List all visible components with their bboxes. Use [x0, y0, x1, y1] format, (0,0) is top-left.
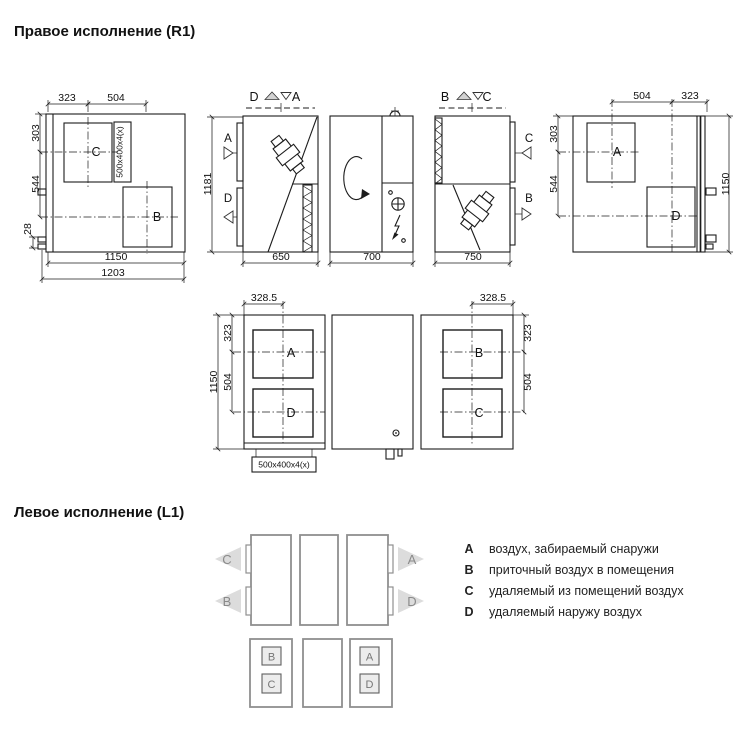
airflow-legend: [464, 542, 684, 619]
right-version-title: Правое исполнение (R1): [14, 23, 196, 40]
lifting-eye-icon: [390, 107, 400, 116]
port-label-b: B: [525, 193, 533, 205]
opening-label-a: A: [286, 346, 296, 360]
dim-504-top: 504: [107, 92, 125, 104]
opening-label-b: B: [474, 346, 484, 360]
duct-size-label: 500x400x4(x): [114, 126, 125, 178]
dim-544-left: 544: [548, 175, 560, 193]
legend-text: удаляемый наружу воздух: [489, 605, 642, 619]
rear-view: [548, 90, 733, 253]
airflow-arrow-d-icon: [224, 211, 233, 223]
dim-303-left: 303: [548, 125, 560, 143]
flow-label-d-top: D: [249, 90, 259, 104]
down-triangle-icon: [281, 93, 291, 100]
legend-key: A: [464, 542, 474, 556]
dim-700: 700: [363, 251, 381, 263]
dim-1150-bottom: 1150: [104, 251, 128, 263]
dim-303-left: 303: [30, 124, 42, 142]
dim-323: 323: [522, 324, 534, 342]
opening-label-c: C: [91, 145, 101, 159]
arrow-label-d: D: [407, 594, 417, 609]
dim-328: 328.5: [479, 292, 507, 304]
dim-1150-right: 1150: [720, 172, 732, 196]
opening-label-c: C: [474, 406, 484, 420]
dim-504: 504: [522, 373, 534, 391]
opening-label-d: D: [671, 209, 681, 223]
legend-key: C: [464, 584, 474, 598]
port-box-label-d: D: [365, 679, 374, 691]
airflow-arrow-b-icon: [522, 208, 531, 220]
dim-1150: 1150: [208, 370, 220, 394]
legend-text: удаляемый из помещений воздух: [489, 584, 684, 598]
dim-1181: 1181: [202, 172, 214, 196]
up-triangle-icon: [457, 92, 471, 100]
arrow-label-b: B: [222, 594, 232, 609]
dim-323-top: 323: [681, 90, 699, 102]
fan-motor-icon: [266, 132, 309, 178]
flow-label-a-top: A: [291, 90, 301, 104]
electric-heater-icon: [392, 215, 400, 240]
opening-label-b: B: [152, 210, 162, 224]
l1-schematic-bottom: [250, 639, 392, 707]
flow-label-b-top: B: [440, 90, 450, 104]
dim-1203-bottom: 1203: [101, 267, 125, 279]
side-view-700: [330, 107, 413, 267]
duct-size-label: 500x400x4(x): [258, 459, 310, 470]
up-triangle-icon: [265, 92, 279, 100]
rotor-rotation-icon: [344, 157, 370, 200]
dim-323-top: 323: [58, 92, 76, 104]
legend-text: воздух, забираемый снаружи: [489, 542, 659, 556]
dim-504: 504: [222, 373, 234, 391]
bottom-view-middle: [332, 315, 413, 459]
l1-schematic-top: [215, 535, 424, 625]
left-version-title: Левое исполнение (L1): [14, 504, 185, 521]
airflow-arrow-a-icon: [224, 147, 233, 159]
indicator-dot-icon: [402, 239, 406, 243]
dim-323: 323: [222, 324, 234, 342]
front-view: [22, 92, 185, 283]
dim-650: 650: [272, 251, 290, 263]
port-box-label-a: A: [365, 651, 374, 664]
arrow-label-a: A: [407, 552, 417, 567]
dim-544-left: 544: [30, 175, 42, 193]
arrow-label-c: C: [222, 552, 232, 567]
port-label-d: D: [223, 193, 233, 205]
port-label-a: A: [224, 133, 232, 145]
port-box-label-b: B: [267, 651, 276, 664]
indicator-dot-icon: [389, 191, 393, 195]
legend-key: D: [464, 605, 474, 619]
bottom-view-right: [421, 292, 534, 449]
port-label-c: C: [524, 133, 534, 145]
legend-text: приточный воздух в помещения: [489, 563, 674, 577]
dim-750: 750: [464, 251, 482, 263]
airflow-arrow-c-icon: [522, 147, 531, 159]
dim-328: 328.5: [250, 292, 278, 304]
opening-label-d: D: [286, 406, 296, 420]
legend-key: B: [464, 563, 474, 577]
flow-label-c-top: C: [482, 90, 492, 104]
fan-motor-icon: [456, 188, 499, 234]
opening-label-a: A: [612, 145, 622, 159]
side-view-650: [202, 90, 318, 267]
side-view-750: [435, 90, 533, 267]
plus-circle-icon: [392, 198, 404, 210]
dim-504-top: 504: [633, 90, 651, 102]
bottom-view-left: [208, 292, 325, 472]
dim-28-left: 28: [22, 223, 34, 235]
port-box-label-c: C: [267, 679, 276, 691]
